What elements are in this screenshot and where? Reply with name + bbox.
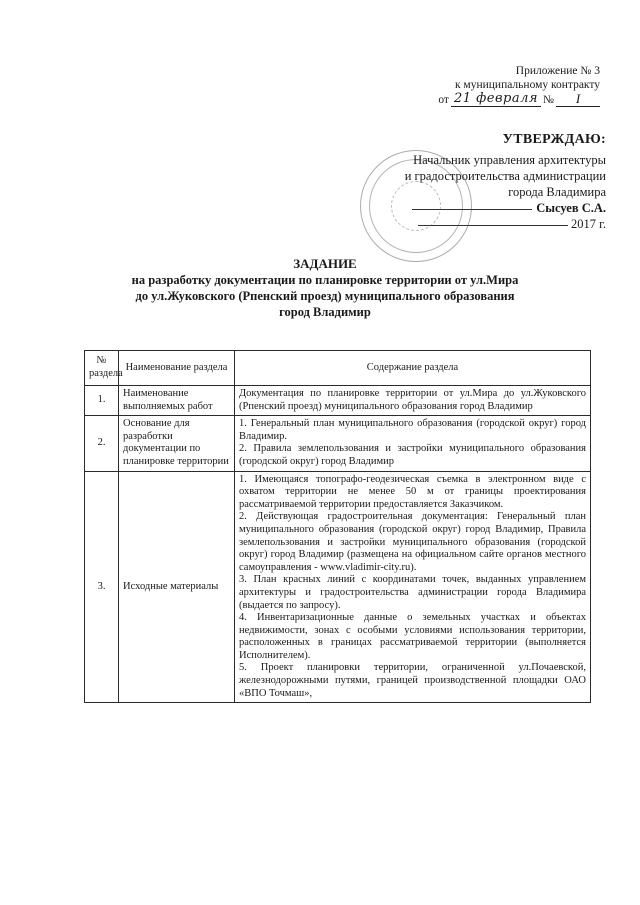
signature-underline	[412, 209, 532, 210]
row-section-name: Наименование выполняемых работ	[119, 386, 235, 416]
row-section-content	[235, 386, 591, 416]
row-section-content	[235, 471, 591, 703]
year-underline	[418, 225, 568, 226]
task-line3: город Владимир	[279, 305, 371, 319]
content-paragraph: 1. Генеральный план муниципального образования (городской округ) город Владимир.	[239, 418, 586, 442]
row-section-content	[235, 416, 591, 471]
approval-year: 2017 г.	[571, 217, 606, 231]
date-prefix: от	[438, 94, 449, 106]
table-row	[85, 471, 591, 703]
task-table	[84, 350, 591, 703]
row-number: 3.	[85, 471, 119, 703]
appendix-dateline	[350, 92, 600, 107]
approval-title: УТВЕРЖДАЮ:	[502, 132, 606, 147]
table-row	[85, 416, 591, 471]
row-section-name: Исходные материалы	[119, 471, 235, 703]
header-content: Содержание раздела	[235, 351, 591, 386]
content-paragraph: 5. Проект планировки территории, ограниченной ул.Почаевской, железнодорожными путями, границей производственной площадки ОАО «ВПО Точмаш»,	[239, 662, 586, 699]
number-sign: №	[543, 94, 554, 106]
task-line1: на разработку документации по планировке территории от ул.Мира	[131, 273, 519, 287]
task-line2: до ул.Жуковского (Рпенский проезд) муниципального образования	[135, 289, 515, 303]
signatory-name: Сысуев С.А.	[536, 201, 606, 215]
table-body	[85, 386, 591, 703]
approval-position-line3: города Владимира	[508, 185, 606, 199]
row-section-name: Основание для разработки документации по планировке территории	[119, 416, 235, 471]
row-number: 2.	[85, 416, 119, 471]
table-row	[85, 386, 591, 416]
table-header-row	[85, 351, 591, 386]
approval-signature-line	[326, 200, 606, 216]
approval-year-line	[326, 216, 606, 232]
task-table-wrapper	[84, 350, 590, 703]
content-paragraph: 2. Действующая градостроительная документация: Генеральный план муниципального образования (городской округ) город Владимир, Правила землепользования и застройки муниципального образования (городской округ) город Владимир (размещена на официальном сайте органов местного самоуправления - www.vladimir-city.ru).	[239, 511, 586, 573]
appendix-block	[350, 64, 600, 107]
task-title-block	[100, 256, 550, 320]
approval-position-line2: и градостроительства администрации	[404, 169, 606, 183]
content-paragraph: 2. Правила землепользования и застройки муниципального образования (городской округ) город Владимир	[239, 443, 586, 467]
appendix-line2: к муниципальному контракту	[454, 79, 600, 91]
appendix-line1: Приложение № 3	[515, 65, 600, 77]
content-paragraph: 1. Имеющаяся топографо-геодезическая съемка в электронном виде с охватом территории не менее 50 м от границы проектирования рассматриваемой территории предоставляется Заказчиком.	[239, 473, 586, 510]
task-heading: ЗАДАНИЕ	[293, 256, 357, 271]
header-name: Наименование раздела	[119, 351, 235, 386]
header-num: № раздела	[85, 351, 119, 386]
approval-block	[326, 132, 606, 232]
content-paragraph: 3. План красных линий с координатами точек, выданных управлением архитектуры и градостроительства администрации города Владимира (выдается по запросу).	[239, 574, 586, 611]
content-paragraph: 4. Инвентаризационные данные о земельных участках и объектах недвижимости, зонах с особыми условиями использования территории, расположенных в границах рассматриваемой территории (выполняется Исполнителем).	[239, 612, 586, 661]
handwritten-date: 21 февраля	[451, 92, 541, 107]
content-paragraph: Документация по планировке территории от ул.Мира до ул.Жуковского (Рпенский проезд) муниципального образования город Владимир	[239, 388, 586, 412]
handwritten-number: I	[556, 92, 600, 107]
row-number: 1.	[85, 386, 119, 416]
approval-position-line1: Начальник управления архитектуры	[413, 153, 606, 167]
